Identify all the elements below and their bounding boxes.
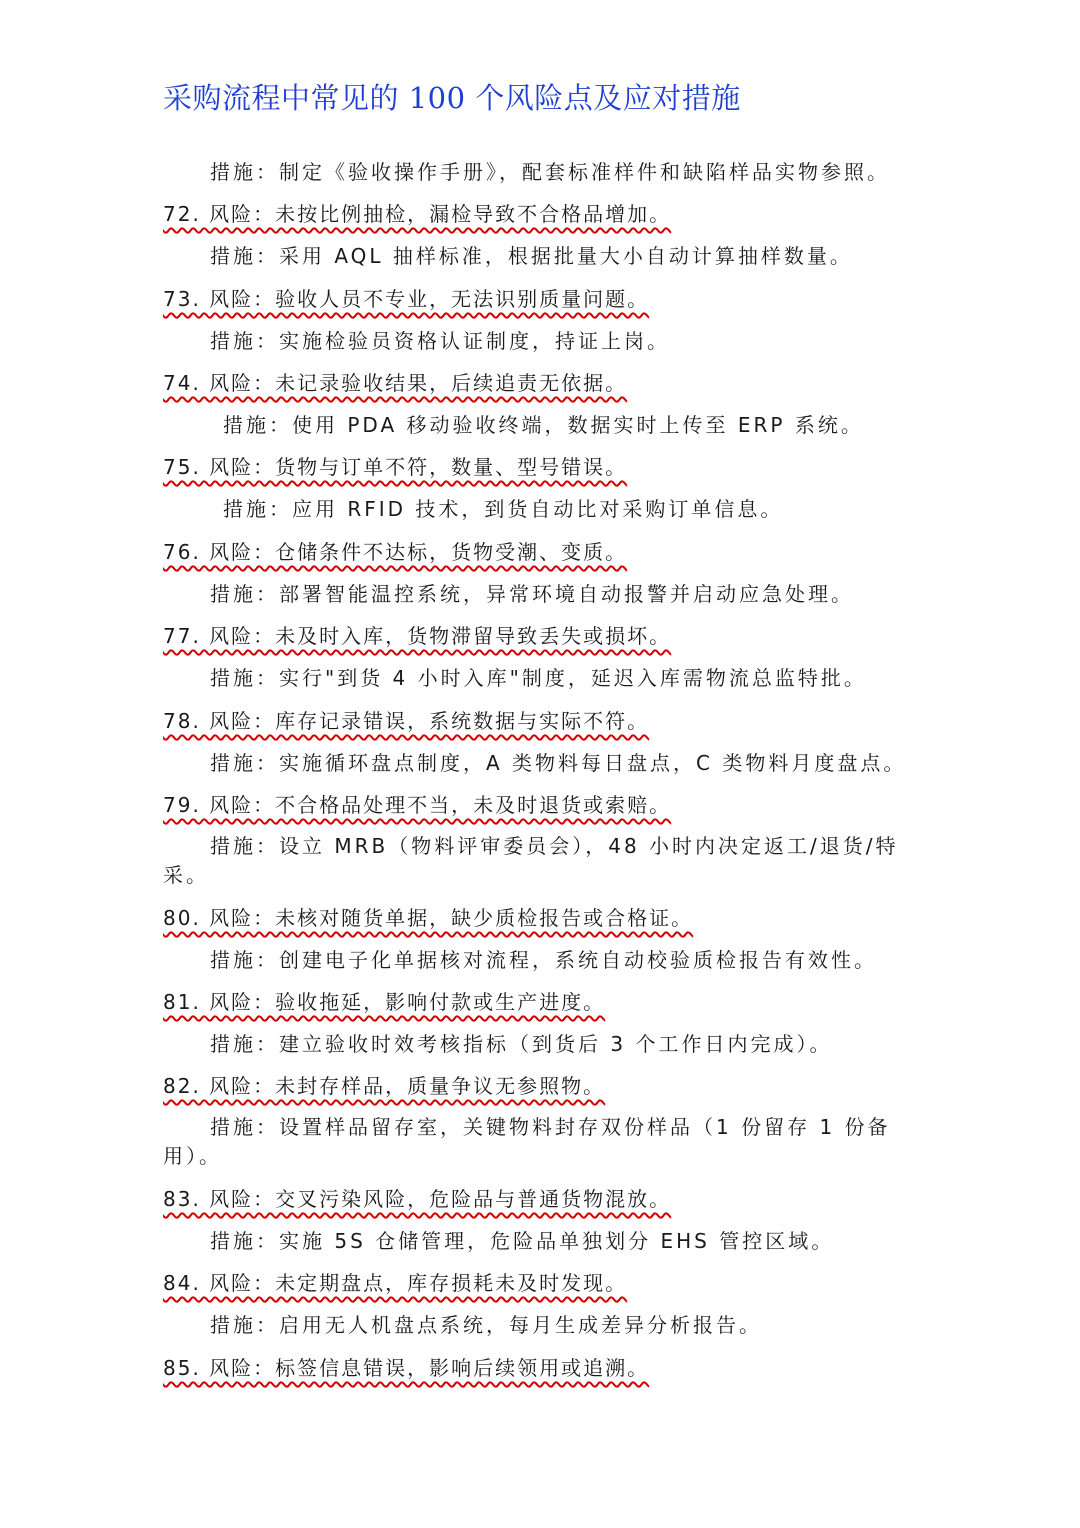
measure-75: 措施：应用 RFID 技术，到货自动比对采购订单信息。: [223, 497, 784, 521]
risk-81: 81. 风险：验收拖延，影响付款或生产进度。: [163, 990, 606, 1014]
risk-84: 84. 风险：未定期盘点，库存损耗未及时发现。: [163, 1271, 628, 1295]
measure-82: 措施：设置样品留存室，关键物料封存双份样品（1 份留存 1 份备用）。: [163, 1115, 891, 1168]
risk-76: 76. 风险：仓储条件不达标，货物受潮、变质。: [163, 540, 628, 564]
measure-83: 措施：实施 5S 仓储管理，危险品单独划分 EHS 管控区域。: [210, 1229, 835, 1253]
measure-72: 措施：采用 AQL 抽样标准，根据批量大小自动计算抽样数量。: [210, 244, 853, 268]
risk-80: 80. 风险：未核对随货单据，缺少质检报告或合格证。: [163, 906, 694, 930]
risk-79: 79. 风险：不合格品处理不当，未及时退货或索赔。: [163, 793, 672, 817]
risk-85: 85. 风险：标签信息错误，影响后续领用或追溯。: [163, 1356, 650, 1380]
risk-73: 73. 风险：验收人员不专业，无法识别质量问题。: [163, 287, 650, 311]
measure-78: 措施：实施循环盘点制度，A 类物料每日盘点，C 类物料月度盘点。: [210, 751, 907, 775]
measure-77: 措施：实行"到货 4 小时入库"制度，延迟入库需物流总监特批。: [210, 666, 867, 690]
measure-80: 措施：创建电子化单据核对流程，系统自动校验质检报告有效性。: [210, 948, 877, 972]
risk-74: 74. 风险：未记录验收结果，后续追责无依据。: [163, 371, 628, 395]
risk-72: 72. 风险：未按比例抽检，漏检导致不合格品增加。: [163, 202, 672, 226]
measure-79: 措施：设立 MRB（物料评审委员会），48 小时内决定返工/退货/特采。: [163, 834, 899, 887]
measure-76: 措施：部署智能温控系统，异常环境自动报警并启动应急处理。: [210, 582, 854, 606]
risk-83: 83. 风险：交叉污染风险，危险品与普通货物混放。: [163, 1187, 672, 1211]
measure-intro: 措施：制定《验收操作手册》，配套标准样件和缺陷样品实物参照。: [210, 160, 890, 184]
risk-77: 77. 风险：未及时入库，货物滞留导致丢失或损坏。: [163, 624, 672, 648]
measure-84: 措施：启用无人机盘点系统，每月生成差异分析报告。: [210, 1313, 762, 1337]
risk-75: 75. 风险：货物与订单不符，数量、型号错误。: [163, 455, 628, 479]
measure-73: 措施：实施检验员资格认证制度，持证上岗。: [210, 329, 670, 353]
measure-74: 措施：使用 PDA 移动验收终端，数据实时上传至 ERP 系统。: [223, 413, 864, 437]
risk-82: 82. 风险：未封存样品，质量争议无参照物。: [163, 1074, 606, 1098]
risk-78: 78. 风险：库存记录错误，系统数据与实际不符。: [163, 709, 650, 733]
measure-81: 措施：建立验收时效考核指标（到货后 3 个工作日内完成）。: [210, 1032, 833, 1056]
document-title: 采购流程中常见的 100 个风险点及应对措施: [163, 81, 741, 115]
